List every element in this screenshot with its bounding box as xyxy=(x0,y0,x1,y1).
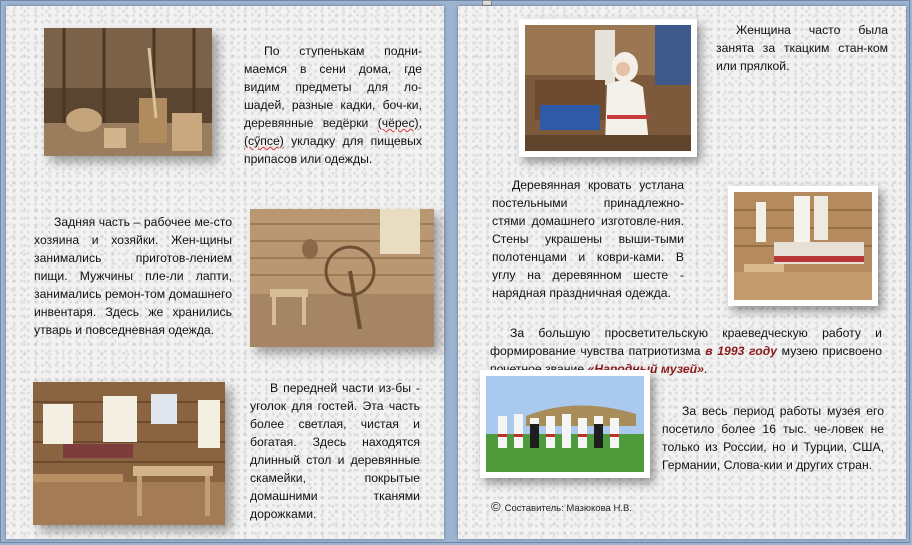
text-front-part: В передней части из-бы - уголок для гостей. Эта часть более светлая, чистая и богатая. Здесь находятся длинный стол и деревянные скамейки, покрытые домашними тканями дорожками. xyxy=(250,381,420,521)
photo-woman-loom xyxy=(519,19,697,157)
text-museum-title: За большую просветительскую краеведческую работу и формирование чувства патриотизма в 1993 году музею присвоено почетное звание «Народный музей». xyxy=(490,326,883,376)
text-back-part: Задняя часть – рабочее ме-сто хозяина и хозяйки. Жен-щины занимались приготов-лением пищи. Мужчины пле-ли лапти, занимались ремон-том домашнего инвентаря. Здесь же хранились утварь и повседневная одежда. xyxy=(34,215,232,337)
credit-text: Составитель: Мазюкова Н.В. xyxy=(504,503,632,514)
photo-barrels xyxy=(44,28,212,156)
photo-folk-group xyxy=(480,370,650,478)
left-page xyxy=(6,6,444,539)
text-bed: Деревянная кровать устлана постельными принадлежно-стями домашнего изготовле-ния. Стены украшены выши-тыми полотенцами и коври-ками. В углу на деревянном шесте - нарядная праздничная одежда. xyxy=(492,178,684,300)
credit-line xyxy=(491,499,632,514)
text-visitors: За весь период работы музея его посетило более 16 тыс. че-ловек не только из России, но и Турции, США, Германии, Слова-кии и других стран. xyxy=(662,404,884,472)
text-weaving: Женщина часто была занята за ткацким стан-ком или прялкой. xyxy=(716,23,888,73)
copyright-symbol: © xyxy=(491,499,501,514)
text-entrance: По ступенькам подни-маемся в сени дома, где видим предметы для ло-шадей, разные кадки, боч-ки, деревянные ведёрки (чёрес), (сӳпсе) укладку для пищевых припасов или одежды. xyxy=(244,44,422,166)
photo-spinning-wheel xyxy=(250,209,434,347)
right-page xyxy=(458,6,906,539)
photo-bed-towels xyxy=(728,186,878,306)
photo-room-table xyxy=(33,382,225,525)
